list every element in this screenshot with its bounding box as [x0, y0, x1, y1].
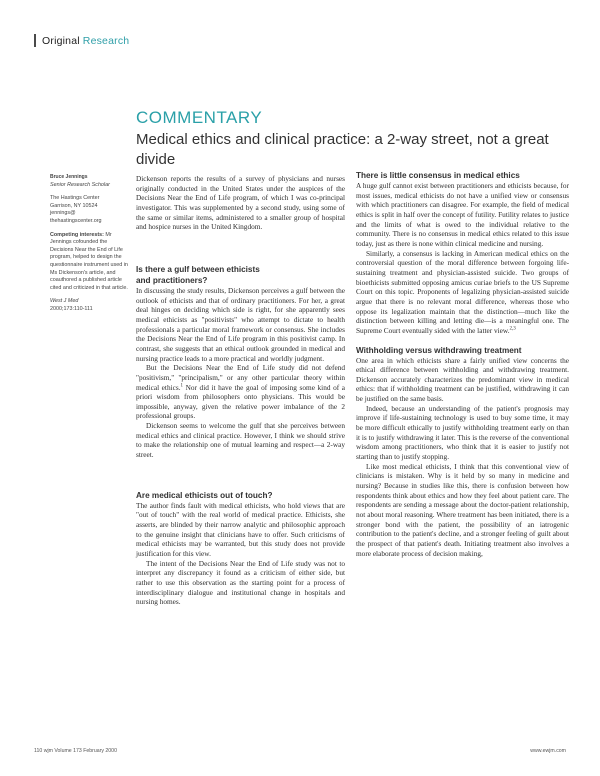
- reference-marker: 2,3: [509, 326, 516, 332]
- citation-volume: 2000;173:110-111: [50, 305, 93, 312]
- paragraph: Dickenson reports the results of a survey of physicians and nurses originally conducted in the United States under the auspices of the Decisions Near the End of Life program, of which I was co-principal investigator. This was supplemented by a second study, using some of the same or similar items, administered to a smaller group of hospital and hospice nurses in the United Kingdom.: [136, 174, 345, 232]
- paragraph-text: Similarly, a consensus is lacking in American medical ethics on the controversial question of the moral difference between forgoing life-sustaining treatment and physician-assisted suicide. Two groups of bioethicists submitted opposing amicus curiae briefs to the US Supreme Court on this topic. Proponents of legalizing physician-assisted suicide argue that there is no relevant moral difference, whereas those who oppose its legalization maintain that the distinction—much like the distinction between killing and letting die—is a meaningful one. The Supreme Court eventually sided with the latter view.: [356, 248, 569, 335]
- section-divider: [34, 34, 36, 47]
- paragraph: [356, 249, 569, 336]
- footer-page-info: 110 wjm Volume 173 February 2000: [34, 748, 117, 754]
- paragraph: A huge gulf cannot exist between practitioners and ethicists because, for most issues, medical ethicists do not have a unified view or consensus with which practitioners can disagree. For example, the field of medical ethics is split in half over the concept of futility. Futility relates to justice and the limits of what is owed to the individual relative to the community. There is no consensus in medical ethics related to this issue today, just as there is none within clinical medicine and nursing.: [356, 181, 569, 248]
- competing-interests-label: Competing interests:: [50, 231, 104, 238]
- author-email: jennings@: [50, 210, 76, 217]
- author-email-domain: thehastingscenter.org: [50, 217, 102, 224]
- author-name: Bruce Jennings: [50, 174, 88, 180]
- body-column-right: [356, 170, 569, 558]
- heading-gulf-line2: and practitioners?: [136, 275, 208, 285]
- paragraph: In discussing the study results, Dickenson perceives a gulf between the outlook of ethicists and that of ordinary practitioners. For her, a great deal hinges on deciding which side is right, for she apparently sees medical ethicists as "positivists" who attempt to dictate to health professionals a particular moral framework or consensus. She includes the Decisions Near the End of Life program in this positivist camp. In contrast, she suggests that an ethical outlook grounded in medical and nursing practice leads to a more practical and worldly judgment.: [136, 285, 345, 363]
- paragraph: Indeed, because an understanding of the patient's prognosis may improve if life-sustaining technology is used to buy some time, it may be more difficult ethically to justify withholding treatment early on than it is to justify withdrawing it later. This is the reverse of the conventional wisdom among practitioners, who think that it is easier to justify not starting than to justify stopping.: [356, 403, 569, 462]
- paragraph: The author finds fault with medical ethicists, who hold views that are "out of touch" with the real world of medical practice. Ethicists, she asserts, are blinded by their narrow analytic and philosophic approach to the genuine insight that clinicians have to offer. Such criticisms of medical ethicists may be warranted, but this study does not provide justification for this view.: [136, 500, 345, 559]
- section-label-research: Research: [82, 34, 130, 47]
- section-tag: [34, 34, 129, 47]
- citation-journal: West J Med: [50, 298, 79, 305]
- heading-withholding: Withholding versus withdrawing treatment: [356, 345, 522, 355]
- heading-out-of-touch: Are medical ethicists out of touch?: [136, 490, 273, 500]
- competing-interests-text: Mr Jennings cofounded the Decisions Near the End of Life program, helped to design the questionnaire instrument used in Ms Dickenson's article, and coauthored a published article cited and criticized in that article.: [50, 231, 128, 291]
- paragraph: One area in which ethicists share a fairly unified view concerns the ethical difference between withholding and withdrawing treatment. Dickenson accurately characterizes the predominant view in medical ethics: that if withholding treatment can be justified, withdrawing it can be justified on the same basis.: [356, 355, 569, 404]
- paragraph: Like most medical ethicists, I think that this conventional view of clinicians is mistaken. Why is it held by so many in medicine and nursing? Because in studies like this, there is confusion between how respondents think about ethics and how they feel about patient care. The respondents are sending a message about the doctor-patient relationship, not about moral reasoning. Where treatment has been initiated, there is a stronger bond with the patient, the possibility of an iatrogenic contribution to the patient's decline, and a stronger feeling of guilt about the prospect of that patient's death. Initiating treatment also involves a more elaborate process of decision making,: [356, 461, 569, 558]
- heading-consensus: There is little consensus in medical ethics: [356, 171, 520, 180]
- affiliation-line: The Hastings Center: [50, 195, 100, 202]
- affiliation-line: Garrison, NY 10524: [50, 202, 98, 209]
- article-title: Medical ethics and clinical practice: a 2-way street, not a great divide: [136, 131, 549, 168]
- author-title: Senior Research Scholar: [50, 181, 110, 188]
- paragraph-text: Nor did it have the goal of imposing some kind of a priori wisdom from philosophers onto physicians. This would be impossible, anyway, given the relative power imbalance of the 2 professional groups.: [136, 382, 345, 421]
- heading-gulf-line1: Is there a gulf between ethicists: [136, 264, 260, 274]
- paragraph: Dickenson seems to welcome the gulf that she perceives between medical ethics and clinical practice. However, I think we should strive to make the relationship one of mutual learning and respect—a 2-way street.: [136, 421, 345, 460]
- paragraph: The intent of the Decisions Near the End of Life study was not to interpret any discrepancy it found as a criticism of either side, but rather to use this observation as the starting point for a process of interdisciplinary dialogue and institutional change in hospitals and nursing homes.: [136, 558, 345, 607]
- body-column-left: [136, 174, 345, 607]
- heading-gulf: [136, 264, 345, 286]
- footer-website: www.ewjm.com: [530, 748, 566, 754]
- article-kicker: COMMENTARY: [136, 108, 263, 127]
- competing-interests: [50, 232, 130, 293]
- paragraph-text: But the Decisions Near the End of Life study did not defend "positivism," "principalism," or any other particular theory within medical ethics.: [136, 363, 345, 392]
- reference-marker: 1: [180, 383, 184, 389]
- paragraph: [136, 363, 345, 421]
- section-label-original: Original: [42, 34, 80, 47]
- author-sidebar: [50, 174, 130, 314]
